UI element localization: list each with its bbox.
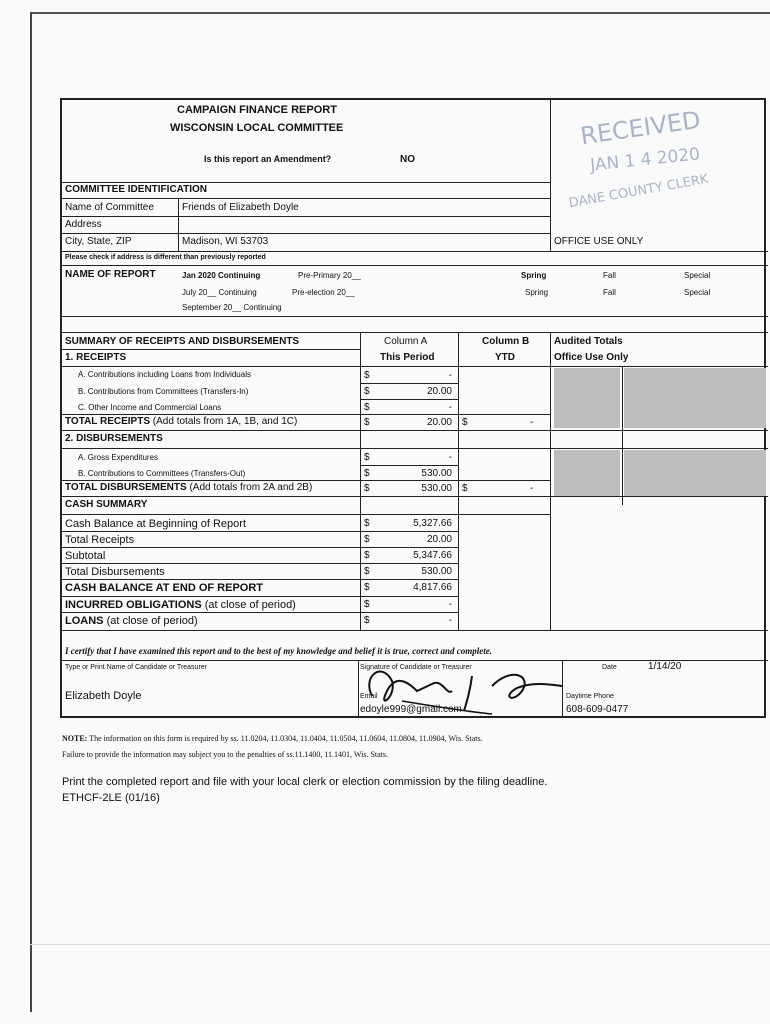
- report-preelection[interactable]: Pre-election 20__: [292, 288, 355, 297]
- receipts-b-value[interactable]: 20.00: [426, 386, 452, 397]
- cash-disb-currency: $: [364, 566, 370, 577]
- disb-a-value[interactable]: -: [448, 452, 452, 463]
- form-subtitle: WISCONSIN LOCAL COMMITTEE: [170, 122, 344, 134]
- loans-bold: LOANS: [65, 615, 104, 627]
- scan-edge-bottom: [30, 944, 770, 945]
- report-special-2[interactable]: Special: [684, 288, 711, 297]
- address-change-note: Please check if address is different than previously reported: [65, 254, 266, 261]
- disb-a-currency: $: [364, 452, 370, 463]
- committee-address-label: Address: [65, 219, 102, 230]
- loans-label: [65, 615, 198, 627]
- disb-b-value[interactable]: 530.00: [421, 468, 452, 479]
- col-b-subheader: YTD: [495, 352, 515, 363]
- cash-begin-label: Cash Balance at Beginning of Report: [65, 518, 247, 530]
- disbursements-title: 2. DISBURSEMENTS: [65, 433, 163, 444]
- disb-a-label: A. Gross Expenditures: [78, 453, 159, 462]
- cash-subtotal-currency: $: [364, 550, 370, 561]
- total-receipts-label: [65, 416, 297, 427]
- incurred-bold: INCURRED OBLIGATIONS: [65, 599, 202, 611]
- handwritten-signature: [352, 656, 572, 720]
- receipts-title: 1. RECEIPTS: [65, 352, 127, 363]
- col-a-subheader: This Period: [380, 352, 435, 363]
- cash-begin-value[interactable]: 5,327.66: [413, 518, 452, 529]
- incurred-label: [65, 599, 296, 611]
- date-value[interactable]: 1/14/20: [648, 661, 682, 672]
- total-receipts-ytd-currency: $: [462, 417, 468, 428]
- receipts-c-label: C. Other Income and Commercial Loans: [78, 403, 222, 412]
- incurred-value[interactable]: -: [448, 599, 452, 610]
- phone-value[interactable]: 608-609-0477: [566, 704, 629, 715]
- received-stamp-date: JAN 1 4 2020: [589, 144, 701, 176]
- receipts-b-currency: $: [364, 386, 370, 397]
- print-name-label: Type or Print Name of Candidate or Treasurer: [65, 664, 208, 671]
- receipts-a-label: A. Contributions including Loans from Individuals: [78, 370, 251, 379]
- report-july-continuing[interactable]: July 20__ Continuing: [182, 288, 257, 297]
- total-receipts-bold: TOTAL RECEIPTS: [65, 416, 151, 427]
- report-preprimary[interactable]: Pre-Primary 20__: [298, 271, 361, 280]
- total-disb-ytd-currency: $: [462, 483, 468, 494]
- receipts-c-value[interactable]: -: [448, 402, 452, 413]
- form-title: CAMPAIGN FINANCE REPORT: [177, 104, 337, 116]
- audit-subheader: Office Use Only: [554, 352, 629, 363]
- audit-receipts-shade: [554, 368, 620, 428]
- cash-receipts-label: Total Receipts: [65, 534, 135, 546]
- scan-edge-top: [30, 12, 770, 14]
- report-fall-1[interactable]: Fall: [603, 271, 616, 280]
- committee-section-title: COMMITTEE IDENTIFICATION: [65, 184, 208, 195]
- committee-city-label: City, State, ZIP: [65, 236, 132, 247]
- footer-note: [62, 734, 483, 743]
- form-id: ETHCF-2LE (01/16): [62, 792, 160, 804]
- cash-receipts-currency: $: [364, 534, 370, 545]
- disb-b-label: B. Contributions to Committees (Transfers-Out): [78, 469, 246, 478]
- cash-subtotal-label: Subtotal: [65, 550, 106, 562]
- committee-name-label: Name of Committee: [65, 202, 154, 213]
- receipts-b-label: B. Contributions from Committees (Transfers-In): [78, 387, 249, 396]
- cash-disb-value[interactable]: 530.00: [421, 566, 452, 577]
- report-spring-2[interactable]: Spring: [525, 288, 549, 297]
- total-disb-label: [65, 482, 312, 493]
- amendment-question: Is this report an Amendment?: [204, 154, 332, 164]
- email-label: Email: [360, 693, 378, 700]
- email-value[interactable]: edoyle999@gmail.com: [360, 704, 462, 715]
- footer-instruction: Print the completed report and file with your local clerk or election commission by the filing deadline.: [62, 776, 548, 788]
- loans-value[interactable]: -: [448, 615, 452, 626]
- cash-end-value[interactable]: 4,817.66: [413, 582, 452, 593]
- committee-city-value[interactable]: Madison, WI 53703: [182, 236, 269, 247]
- loans-currency: $: [364, 615, 370, 626]
- report-fall-2[interactable]: Fall: [603, 288, 616, 297]
- committee-name-value[interactable]: Friends of Elizabeth Doyle: [182, 202, 299, 213]
- report-special-1[interactable]: Special: [684, 271, 711, 280]
- total-disb-ytd-value[interactable]: -: [530, 483, 534, 494]
- date-label: Date: [602, 664, 617, 671]
- total-receipts-value[interactable]: 20.00: [426, 417, 452, 428]
- amendment-answer[interactable]: NO: [400, 154, 415, 165]
- col-a-header: Column A: [384, 336, 428, 347]
- total-receipts-ytd-value[interactable]: -: [530, 417, 534, 428]
- footer-note-text: The information on this form is required by ss. 11.0204, 11.0304, 11.0404, 11.0504, 11.0604, 11.0804, 11.0904, Wis. Stats.: [89, 734, 483, 743]
- cash-begin-currency: $: [364, 518, 370, 529]
- total-receipts-currency: $: [364, 417, 370, 428]
- receipts-c-currency: $: [364, 402, 370, 413]
- signature-label: Signature of Candidate or Treasurer: [360, 664, 472, 671]
- col-b-header: Column B: [482, 336, 530, 347]
- receipts-a-currency: $: [364, 370, 370, 381]
- campaign-finance-form: [60, 98, 766, 718]
- footer-note-bold: NOTE:: [62, 734, 88, 743]
- cash-subtotal-value[interactable]: 5,347.66: [413, 550, 452, 561]
- total-disb-currency: $: [364, 483, 370, 494]
- loans-rest: (at close of period): [106, 615, 198, 627]
- total-disb-rest: (Add totals from 2A and 2B): [189, 482, 313, 493]
- report-jan-continuing[interactable]: Jan 2020 Continuing: [182, 271, 261, 280]
- total-disb-bold: TOTAL DISBURSEMENTS: [65, 482, 187, 493]
- certify-statement: I certify that I have examined this report and to the best of my knowledge and belief it is true, correct and complete.: [65, 646, 492, 656]
- disb-b-currency: $: [364, 468, 370, 479]
- phone-label: Daytime Phone: [566, 693, 614, 700]
- received-stamp-clerk: DANE COUNTY CLERK: [567, 171, 710, 212]
- scan-edge-left: [30, 12, 32, 1012]
- print-name-value[interactable]: Elizabeth Doyle: [65, 690, 142, 702]
- audit-disb-shade-2: [624, 450, 766, 496]
- report-spring-1[interactable]: Spring: [521, 271, 547, 280]
- office-use-label: OFFICE USE ONLY: [554, 236, 644, 247]
- cash-summary-title: CASH SUMMARY: [65, 499, 148, 510]
- incurred-currency: $: [364, 599, 370, 610]
- summary-title: SUMMARY OF RECEIPTS AND DISBURSEMENTS: [65, 336, 300, 347]
- received-stamp: RECEIVED: [578, 105, 703, 151]
- footer-failure: Failure to provide the information may subject you to the penalties of ss.11.1400, 11.1401, Wis. Stats.: [62, 750, 389, 759]
- cash-disb-label: Total Disbursements: [65, 566, 165, 578]
- audit-receipts-shade-2: [624, 368, 766, 428]
- report-name-label: NAME OF REPORT: [65, 269, 156, 280]
- receipts-a-value[interactable]: -: [448, 370, 452, 381]
- cash-end-label: CASH BALANCE AT END OF REPORT: [65, 582, 263, 594]
- audit-disb-shade: [554, 450, 620, 496]
- report-september-continuing[interactable]: September 20__ Continuing: [182, 303, 282, 312]
- incurred-rest: (at close of period): [204, 599, 296, 611]
- total-receipts-rest: (Add totals from 1A, 1B, and 1C): [152, 416, 298, 427]
- total-disb-value[interactable]: 530.00: [421, 483, 452, 494]
- audit-header: Audited Totals: [554, 336, 623, 347]
- cash-end-currency: $: [364, 582, 370, 593]
- cash-receipts-value[interactable]: 20.00: [426, 534, 452, 545]
